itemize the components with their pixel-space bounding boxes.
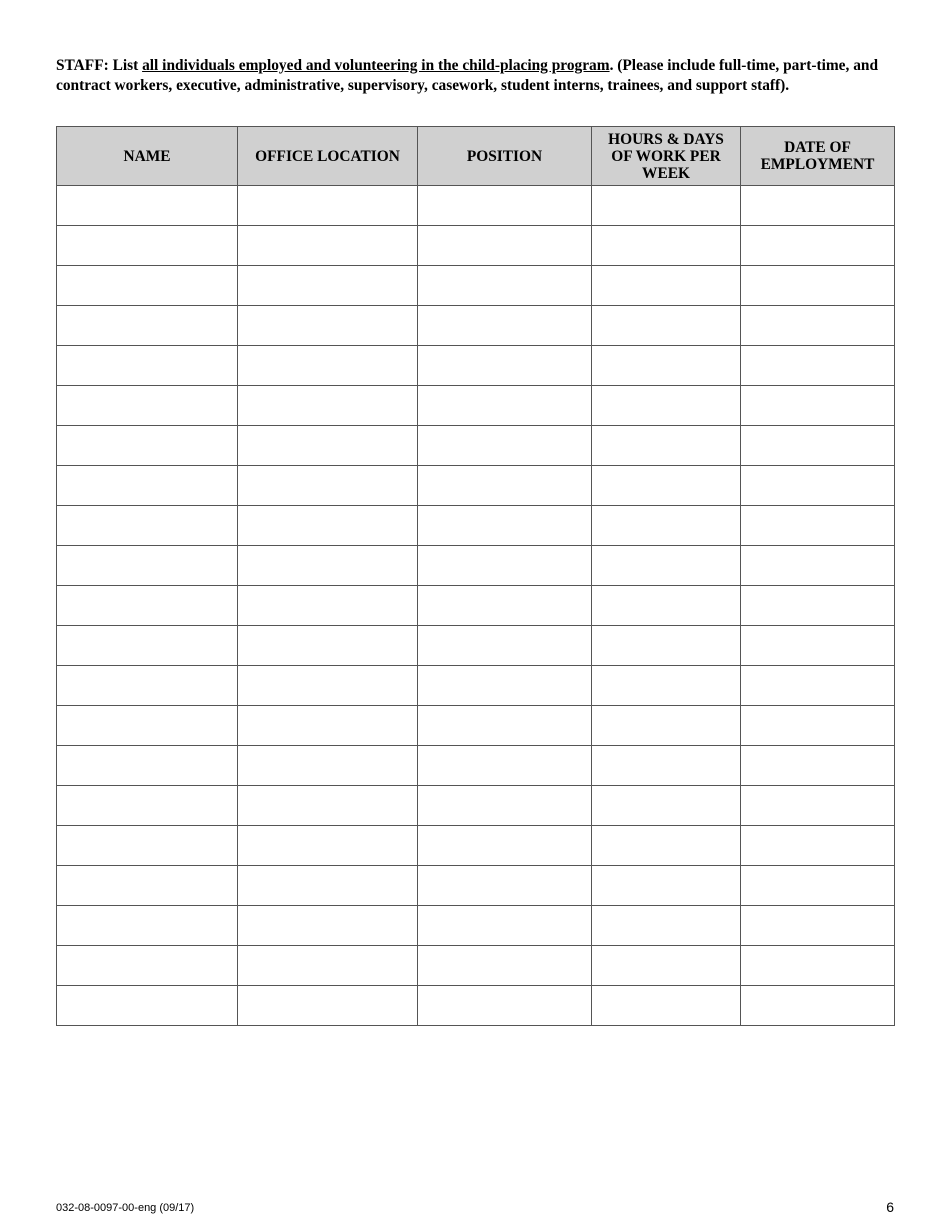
cell-position[interactable] — [418, 906, 592, 946]
cell-date-of-employment[interactable] — [741, 586, 895, 626]
column-header-hours-days: HOURS & DAYS OF WORK PER WEEK — [592, 127, 741, 186]
cell-date-of-employment[interactable] — [741, 346, 895, 386]
cell-date-of-employment[interactable] — [741, 186, 895, 226]
cell-position[interactable] — [418, 826, 592, 866]
cell-hours-days[interactable] — [592, 186, 741, 226]
cell-office-location[interactable] — [238, 986, 418, 1026]
cell-date-of-employment[interactable] — [741, 226, 895, 266]
instructions-rest: . (Please include full-time, part-time, and contract workers, executive, administrative, supervisory, casework, student interns, trainees, and support staff). — [56, 57, 879, 94]
cell-name[interactable] — [57, 386, 238, 426]
cell-position[interactable] — [418, 426, 592, 466]
cell-name[interactable] — [57, 866, 238, 906]
cell-hours-days[interactable] — [592, 986, 741, 1026]
cell-hours-days[interactable] — [592, 626, 741, 666]
cell-name[interactable] — [57, 226, 238, 266]
cell-position[interactable] — [418, 506, 592, 546]
table-row — [57, 906, 895, 946]
cell-name[interactable] — [57, 986, 238, 1026]
cell-office-location[interactable] — [238, 506, 418, 546]
column-header-office-location: OFFICE LOCATION — [238, 127, 418, 186]
cell-hours-days[interactable] — [592, 306, 741, 346]
cell-position[interactable] — [418, 266, 592, 306]
cell-position[interactable] — [418, 346, 592, 386]
cell-hours-days[interactable] — [592, 426, 741, 466]
cell-date-of-employment[interactable] — [741, 266, 895, 306]
table-row — [57, 986, 895, 1026]
cell-name[interactable] — [57, 586, 238, 626]
column-header-position: POSITION — [418, 127, 592, 186]
cell-name[interactable] — [57, 186, 238, 226]
table-row — [57, 826, 895, 866]
cell-office-location[interactable] — [238, 266, 418, 306]
cell-position[interactable] — [418, 946, 592, 986]
instructions-lead: STAFF: List — [56, 57, 143, 74]
cell-office-location[interactable] — [238, 826, 418, 866]
table-row — [57, 306, 895, 346]
cell-position[interactable] — [418, 626, 592, 666]
cell-date-of-employment[interactable] — [741, 466, 895, 506]
cell-office-location[interactable] — [238, 706, 418, 746]
table-row — [57, 946, 895, 986]
cell-position[interactable] — [418, 186, 592, 226]
table-row — [57, 226, 895, 266]
cell-date-of-employment[interactable] — [741, 866, 895, 906]
cell-position[interactable] — [418, 786, 592, 826]
cell-date-of-employment[interactable] — [741, 506, 895, 546]
cell-date-of-employment[interactable] — [741, 386, 895, 426]
cell-office-location[interactable] — [238, 866, 418, 906]
cell-hours-days[interactable] — [592, 786, 741, 826]
cell-name[interactable] — [57, 666, 238, 706]
cell-position[interactable] — [418, 866, 592, 906]
table-row — [57, 786, 895, 826]
cell-name[interactable] — [57, 466, 238, 506]
table-row — [57, 266, 895, 306]
table-row — [57, 506, 895, 546]
cell-name[interactable] — [57, 906, 238, 946]
cell-name[interactable] — [57, 826, 238, 866]
cell-hours-days[interactable] — [592, 906, 741, 946]
staff-instructions — [56, 56, 896, 95]
table-row — [57, 426, 895, 466]
cell-date-of-employment[interactable] — [741, 946, 895, 986]
cell-position[interactable] — [418, 306, 592, 346]
cell-office-location[interactable] — [238, 586, 418, 626]
cell-office-location[interactable] — [238, 346, 418, 386]
page-number: 6 — [886, 1199, 894, 1215]
cell-hours-days[interactable] — [592, 546, 741, 586]
cell-office-location[interactable] — [238, 626, 418, 666]
cell-name[interactable] — [57, 706, 238, 746]
table-row — [57, 706, 895, 746]
cell-office-location[interactable] — [238, 426, 418, 466]
cell-position[interactable] — [418, 386, 592, 426]
cell-office-location[interactable] — [238, 546, 418, 586]
cell-name[interactable] — [57, 506, 238, 546]
cell-date-of-employment[interactable] — [741, 626, 895, 666]
cell-office-location[interactable] — [238, 466, 418, 506]
column-header-name: NAME — [57, 127, 238, 186]
form-number: 032-08-0097-00-eng (09/17) — [56, 1202, 195, 1214]
cell-name[interactable] — [57, 426, 238, 466]
cell-office-location[interactable] — [238, 386, 418, 426]
cell-position[interactable] — [418, 986, 592, 1026]
cell-name[interactable] — [57, 786, 238, 826]
cell-office-location[interactable] — [238, 906, 418, 946]
table-row — [57, 466, 895, 506]
cell-date-of-employment[interactable] — [741, 746, 895, 786]
cell-position[interactable] — [418, 466, 592, 506]
cell-position[interactable] — [418, 666, 592, 706]
cell-name[interactable] — [57, 746, 238, 786]
table-row — [57, 866, 895, 906]
cell-position[interactable] — [418, 546, 592, 586]
cell-hours-days[interactable] — [592, 506, 741, 546]
cell-office-location[interactable] — [238, 306, 418, 346]
cell-date-of-employment[interactable] — [741, 906, 895, 946]
cell-name[interactable] — [57, 546, 238, 586]
cell-date-of-employment[interactable] — [741, 786, 895, 826]
cell-position[interactable] — [418, 586, 592, 626]
header-row — [57, 127, 895, 186]
cell-name[interactable] — [57, 946, 238, 986]
staff-table — [56, 126, 895, 1026]
cell-hours-days[interactable] — [592, 346, 741, 386]
cell-date-of-employment[interactable] — [741, 706, 895, 746]
cell-position[interactable] — [418, 706, 592, 746]
cell-office-location[interactable] — [238, 946, 418, 986]
table-row — [57, 386, 895, 426]
cell-name[interactable] — [57, 306, 238, 346]
cell-office-location[interactable] — [238, 666, 418, 706]
cell-name[interactable] — [57, 626, 238, 666]
cell-hours-days[interactable] — [592, 706, 741, 746]
cell-hours-days[interactable] — [592, 226, 741, 266]
cell-hours-days[interactable] — [592, 866, 741, 906]
cell-date-of-employment[interactable] — [741, 546, 895, 586]
cell-date-of-employment[interactable] — [741, 666, 895, 706]
cell-office-location[interactable] — [238, 746, 418, 786]
table-row — [57, 586, 895, 626]
cell-hours-days[interactable] — [592, 586, 741, 626]
cell-hours-days[interactable] — [592, 666, 741, 706]
cell-date-of-employment[interactable] — [741, 426, 895, 466]
cell-office-location[interactable] — [238, 186, 418, 226]
cell-name[interactable] — [57, 266, 238, 306]
column-header-date-of-employment: DATE OF EMPLOYMENT — [741, 127, 895, 186]
instructions-underlined: all individuals employed and volunteering in the child-placing program — [142, 57, 610, 74]
table-row — [57, 666, 895, 706]
table-row — [57, 546, 895, 586]
table-row — [57, 626, 895, 666]
cell-hours-days[interactable] — [592, 266, 741, 306]
table-row — [57, 746, 895, 786]
cell-date-of-employment[interactable] — [741, 306, 895, 346]
cell-name[interactable] — [57, 346, 238, 386]
cell-hours-days[interactable] — [592, 746, 741, 786]
cell-hours-days[interactable] — [592, 466, 741, 506]
table-row — [57, 346, 895, 386]
cell-office-location[interactable] — [238, 226, 418, 266]
cell-hours-days[interactable] — [592, 386, 741, 426]
cell-position[interactable] — [418, 226, 592, 266]
cell-position[interactable] — [418, 746, 592, 786]
cell-date-of-employment[interactable] — [741, 986, 895, 1026]
cell-date-of-employment[interactable] — [741, 826, 895, 866]
cell-hours-days[interactable] — [592, 826, 741, 866]
table-row — [57, 186, 895, 226]
cell-hours-days[interactable] — [592, 946, 741, 986]
cell-office-location[interactable] — [238, 786, 418, 826]
